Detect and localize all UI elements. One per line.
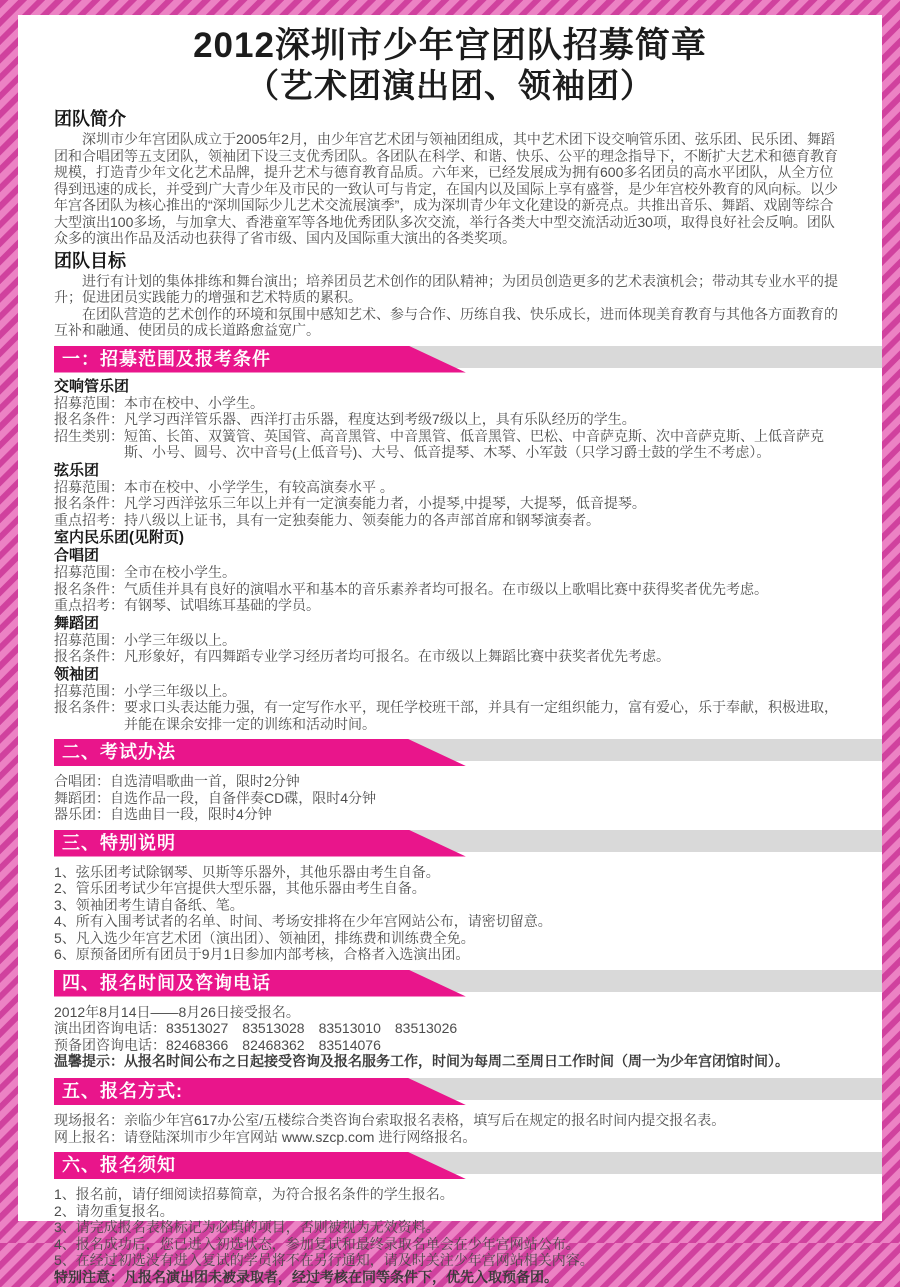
info-row	[54, 395, 846, 412]
row-text: 本市在校中、小学学生，有较高演奏水平 。	[124, 478, 394, 495]
row-label: 现场报名：	[54, 1112, 124, 1128]
exam-line: 合唱团：自选清唱歌曲一首，限时2分钟	[54, 773, 300, 789]
section-2-exam-method	[54, 771, 846, 823]
exam-line: 器乐团：自选曲目一段，限时4分钟	[54, 806, 272, 822]
banner-title-6: 六、报名须知	[62, 1155, 176, 1175]
row-label: 重点招考：	[54, 597, 124, 613]
banner-section-5	[54, 1078, 846, 1105]
banner-section-4	[54, 970, 846, 997]
banner-section-3	[54, 830, 846, 857]
info-row	[54, 632, 846, 649]
row-label: 招募范围：	[54, 394, 124, 411]
info-row	[54, 648, 846, 665]
row-text: 要求口头表达能力强，有一定写作水平，现任学校班干部，并具有一定组织能力，富有爱心，乐于奉献，积极进取，并能在课余安排一定的训练和活动时间。	[124, 699, 838, 732]
title-line2: （艺术团演出团、领袖团）	[246, 67, 654, 104]
row-label: 报名条件：	[54, 411, 124, 427]
note-line: 1、弦乐团考试除钢琴、贝斯等乐器外，其他乐器由考生自备。	[54, 863, 440, 880]
note-line: 4、所有入围考试者的名单、时间、考场安排将在少年宫网站公布，请密切留意。	[54, 913, 552, 929]
group-name: 室内民乐团(见附页)	[54, 529, 184, 546]
banner-title-4: 四、报名时间及咨询电话	[62, 972, 271, 993]
goals-heading: 团队目标	[54, 250, 126, 271]
row-label: 招募范围：	[54, 631, 124, 648]
row-label: 报名条件：	[54, 648, 124, 664]
note-line: 5、凡入选少年宫艺术团（演出团）、领袖团，排练费和训练费全免。	[54, 929, 475, 946]
title-line1: 2012深圳市少年宫团队招募简章	[193, 26, 707, 65]
notice-line: 1、报名前，请仔细阅读招募简章，为符合报名条件的学生报名。	[54, 1186, 454, 1202]
phone-line-reserve: 预备团咨询电话：82468366 82468362 83514076	[54, 1036, 381, 1053]
notice-line: 4、报名成功后，您已进入初选状态，参加复试和最终录取名单会在少年宫网站公布。	[54, 1235, 580, 1252]
document-page	[18, 15, 882, 1286]
row-text: 短笛、长笛、双簧管、英国管、高音黑管、中音黑管、低音黑管、巴松、中音萨克斯、次中音萨克斯、上低音萨克斯、小号、圆号、次中音号(上低音号)、大号、低音提琴、木琴、小军鼓（只学习爵士鼓的学生不考虑）。	[124, 427, 824, 460]
info-row	[54, 564, 846, 581]
section-6-signup-notice	[54, 1184, 846, 1287]
row-text: 凡学习西洋弦乐三年以上并有一定演奏能力者，小提琴,中提琴，大提琴，低音提琴。	[124, 495, 646, 511]
goals-paragraph-1: 进行有计划的集体排练和舞台演出；培养团员艺术创作的团队精神；为团员创造更多的艺术表演机会；带动其专业水平的提升；促进团员实践能力的增强和艺术特质的累积。	[54, 272, 838, 305]
note-line: 3、领袖团考生请自备纸、笔。	[54, 896, 244, 913]
group-name: 舞蹈团	[54, 614, 100, 632]
info-row	[54, 479, 846, 496]
row-text: 气质佳并具有良好的演唱水平和基本的音乐素养者均可报名。在市级以上歌唱比赛中获得奖者优先考虑。	[124, 580, 768, 597]
banner-title-3: 三、特别说明	[62, 832, 176, 853]
row-text: 小学三年级以上。	[124, 682, 236, 699]
goals-paragraph-2: 在团队营造的艺术创作的环境和氛围中感知艺术、参与合作、历练自我、快乐成长，进而体现美育教育与其他各方面教育的互补和融通、使团员的成长道路愈益宽广。	[54, 305, 838, 338]
row-label: 网上报名：	[54, 1128, 124, 1145]
row-text: 持八级以上证书，具有一定独奏能力、领奏能力的各声部首席和钢琴演奏者。	[124, 511, 600, 528]
row-text: 凡学习西洋管乐器、西洋打击乐器，程度达到考级7级以上，具有乐队经历的学生。	[124, 411, 636, 427]
info-row	[54, 512, 846, 529]
info-row	[54, 581, 846, 598]
info-row	[54, 495, 846, 512]
row-text: 凡形象好，有四舞蹈专业学习经历者均可报名。在市级以上舞蹈比赛中获奖者优先考虑。	[124, 648, 670, 664]
phone-line-performance: 演出团咨询电话：83513027 83513028 83513010 83513026	[54, 1020, 458, 1036]
info-row	[54, 411, 846, 428]
row-text: 小学三年级以上。	[124, 631, 236, 648]
row-text: 亲临少年宫617办公室/五楼综合类咨询台索取报名表格，填写后在规定的报名时间内提交报名表。	[124, 1112, 726, 1128]
notice-line: 3、请完成报名表格标记为必填的项目，否则被视为无效资料。	[54, 1219, 440, 1235]
page-title	[54, 25, 846, 105]
warm-tip-note: 温馨提示：从报名时间公布之日起接受咨询及报名服务工作，时间为每周二至周日工作时间（周一为少年宫闭馆时间）。	[54, 1055, 789, 1070]
section-1-recruitment	[54, 378, 846, 733]
row-text: 有钢琴、试唱练耳基础的学员。	[124, 597, 320, 613]
online-signup-row	[54, 1129, 846, 1146]
row-text: 本市在校中、小学生。	[124, 394, 264, 411]
row-label: 招募范围：	[54, 564, 124, 580]
exam-line: 舞蹈团：自选作品一段，自备伴奏CD碟，限时4分钟	[54, 789, 377, 806]
signup-date-line: 2012年8月14日——8月26日接受报名。	[54, 1003, 300, 1020]
onsite-signup-row	[54, 1112, 846, 1129]
row-label: 报名条件：	[54, 495, 124, 511]
section-intro	[54, 109, 846, 247]
notice-line: 2、请勿重复报名。	[54, 1202, 174, 1219]
banner-section-6	[54, 1152, 846, 1179]
group-name: 合唱团	[54, 547, 100, 564]
row-text: 全市在校小学生。	[124, 564, 236, 580]
group-name: 交响管乐团	[54, 377, 130, 395]
banner-section-2	[54, 739, 846, 766]
info-row	[54, 597, 846, 614]
group-name: 弦乐团	[54, 461, 100, 479]
special-attention-note: 特别注意：凡报名演出团未被录取者，经过考核在同等条件下，优先入取预备团。	[54, 1270, 558, 1286]
row-label: 招募范围：	[54, 682, 124, 699]
section-4-time-and-phones	[54, 1002, 846, 1072]
intro-paragraph: 深圳市少年宫团队成立于2005年2月，由少年宫艺术团与领袖团组成，其中艺术团下设交响管乐团、弦乐团、民乐团、舞蹈团和合唱团等五支团队，领袖团下设三支优秀团队。各团队在科学、和谐、快乐、公平的理念指导下，不断扩大艺术和德育教育规模，打造青少年文化艺术品牌，提升艺术与德育教育品质。六年来，已经发展成为拥有600多名团员的高水平团队，从全方位得到迅速的成长，并受到广大青少年及市民的一致认可与肯定，在国内以及国际上享有盛誉，是少年宫校外教育的风向标。以少年宫各团队为核心推出的“深圳国际少儿艺术交流展演季”，成为深圳青少年文化建设的新亮点。共推出音乐、舞蹈、戏剧等综合大型演出100多场，与加拿大、香港童军等各地优秀团队多次交流，举行各类大中型交流活动近30项，取得良好社会反响。团队众多的演出作品及活动也获得了省市级、国内及国际重大演出的各类奖项。	[54, 131, 838, 246]
info-row	[54, 683, 846, 700]
info-row	[54, 428, 846, 461]
banner-section-1	[54, 346, 846, 373]
row-label: 重点招考：	[54, 511, 124, 528]
banner-title-5: 五、报名方式:	[62, 1081, 183, 1101]
note-line: 6、原预备团所有团员于9月1日参加内部考核，合格者入选演出团。	[54, 946, 470, 962]
group-name: 领袖团	[54, 665, 100, 683]
note-line: 2、管乐团考试少年宫提供大型乐器，其他乐器由考生自备。	[54, 880, 426, 896]
banner-title-1: 一：招募范围及报考条件	[62, 348, 271, 369]
row-label: 报名条件：	[54, 699, 124, 715]
website-url-text: 请登陆深圳市少年宫网站 www.szcp.com 进行网络报名。	[124, 1128, 477, 1145]
info-row	[54, 699, 846, 732]
section-3-special-notes	[54, 862, 846, 963]
notice-line: 5、在经过初选没有进入复试的学员将不在另行通知，请及时关注少年宫网站相关内容。	[54, 1252, 594, 1268]
row-label: 报名条件：	[54, 580, 124, 597]
banner-title-2: 二、考试办法	[62, 742, 176, 762]
row-label: 招募范围：	[54, 478, 124, 495]
intro-heading: 团队简介	[54, 109, 126, 129]
section-goals	[54, 251, 846, 339]
section-5-signup-method	[54, 1110, 846, 1145]
row-label: 招生类别：	[54, 427, 124, 444]
